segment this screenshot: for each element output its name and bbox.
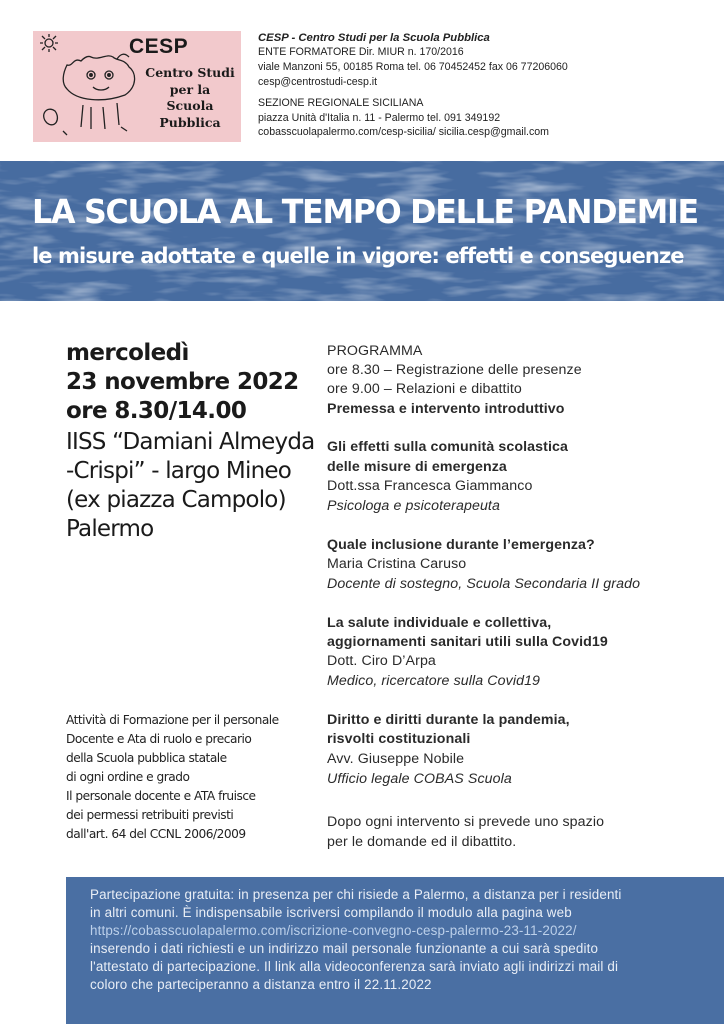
talk-2-speaker: Maria Cristina Caruso [327, 556, 467, 572]
footer-line-2: in altri comuni. È indispensabile iscriversi compilando il modulo alla pagina web [90, 905, 572, 920]
formazione-line-5: Il personale docente e ATA fruisce [66, 789, 256, 803]
formazione-line-1: Attività di Formazione per il personale [66, 713, 279, 727]
banner-texture [0, 161, 724, 301]
talk-1-role: Psicologa e psicoterapeuta [327, 498, 500, 514]
section-web[interactable]: cobasscuolapalermo.com/cesp-sicilia/ sicilia.cesp@gmail.com [258, 126, 550, 138]
event-venue-3: (ex piazza Campolo) [66, 487, 286, 513]
event-date: 23 novembre 2022 [66, 369, 299, 395]
formazione-line-3: della Scuola pubblica statale [66, 751, 227, 765]
logo-acronym: CESP [129, 35, 189, 58]
talk-2-role: Docente di sostegno, Scuola Secondaria II grado [327, 576, 641, 592]
footer-line-4: l'attestato di partecipazione. Il link alla videoconferenza sarà inviato agli indirizzi mail di [90, 959, 619, 974]
page-title: LA SCUOLA AL TEMPO DELLE PANDEMIE [32, 192, 698, 231]
registration-link[interactable]: https://cobasscuolapalermo.com/iscrizione-convegno-cesp-palermo-23-11-2022/ [90, 923, 577, 938]
talk-3-title: La salute individuale e collettiva, [327, 615, 552, 631]
programma-heading: PROGRAMMA [327, 343, 423, 359]
formazione-line-4: di ogni ordine e grado [66, 770, 190, 784]
talk-4-speaker: Avv. Giuseppe Nobile [327, 751, 465, 767]
talk-4-title-cont: risvolti costituzionali [327, 731, 471, 747]
footer-line-5: coloro che parteciperanno a distanza entro il 22.11.2022 [90, 977, 432, 992]
formazione-line-2: Docente e Ata di ruolo e precario [66, 732, 252, 746]
org-email[interactable]: cesp@centrostudi-cesp.it [258, 76, 378, 88]
event-venue-1: IISS “Damiani Almeyda [66, 429, 315, 455]
talk-1-speaker: Dott.ssa Francesca Giammanco [327, 478, 533, 494]
footer-line-3: inserendo i dati richiesti e un indirizzo mail personale funzionante a cui sarà spedito [90, 941, 599, 956]
formazione-line-6: dei permessi retribuiti previsti [66, 808, 234, 822]
footer-line-1: Partecipazione gratuita: in presenza per chi risiede a Palermo, a distanza per i residenti [90, 887, 622, 902]
schedule-registration: ore 8.30 – Registrazione delle presenze [327, 362, 582, 378]
page-subtitle: le misure adottate e quelle in vigore: effetti e conseguenze [32, 244, 684, 268]
intro-talk: Premessa e intervento introduttivo [327, 401, 565, 417]
logo-line-1: Centro Studi [145, 65, 235, 80]
event-venue-2: -Crispi” - largo Mineo [66, 458, 291, 484]
talk-3-speaker: Dott. Ciro D’Arpa [327, 653, 436, 669]
talk-2-title: Quale inclusione durante l’emergenza? [327, 537, 595, 553]
org-address: viale Manzoni 55, 00185 Roma tel. 06 70452452 fax 06 77206060 [258, 61, 568, 73]
logo-drawing-icon [33, 31, 143, 142]
event-day: mercoledì [66, 340, 189, 366]
logo-line-2: per la [169, 82, 211, 97]
event-time: ore 8.30/14.00 [66, 398, 247, 424]
talk-4-role: Ufficio legale COBAS Scuola [327, 771, 512, 787]
section-title: SEZIONE REGIONALE SICILIANA [258, 97, 424, 109]
talk-1-title: Gli effetti sulla comunità scolastica [327, 439, 569, 455]
closing-note-2: per le domande ed il dibattito. [327, 834, 517, 850]
talk-3-title-cont: aggiornamenti sanitari utili sulla Covid19 [327, 634, 608, 650]
talk-1-title-cont: delle misure di emergenza [327, 459, 507, 475]
talk-4-title: Diritto e diritti durante la pandemia, [327, 712, 570, 728]
logo-line-3: Scuola [166, 98, 214, 113]
schedule-talks: ore 9.00 – Relazioni e dibattito [327, 381, 522, 397]
logo-line-4: Pubblica [159, 115, 221, 130]
ente-formatore: ENTE FORMATORE Dir. MIUR n. 170/2016 [258, 46, 464, 58]
section-address: piazza Unità d'Italia n. 11 - Palermo tel. 091 349192 [258, 112, 501, 124]
event-venue-4: Palermo [66, 516, 154, 542]
formazione-line-7: dall'art. 64 del CCNL 2006/2009 [66, 827, 246, 841]
org-name: CESP - Centro Studi per la Scuola Pubblica [258, 32, 490, 44]
closing-note-1: Dopo ogni intervento si prevede uno spazio [327, 814, 605, 830]
title-banner [0, 161, 724, 301]
talk-3-role: Medico, ricercatore sulla Covid19 [327, 673, 541, 689]
cesp-logo [33, 31, 241, 142]
